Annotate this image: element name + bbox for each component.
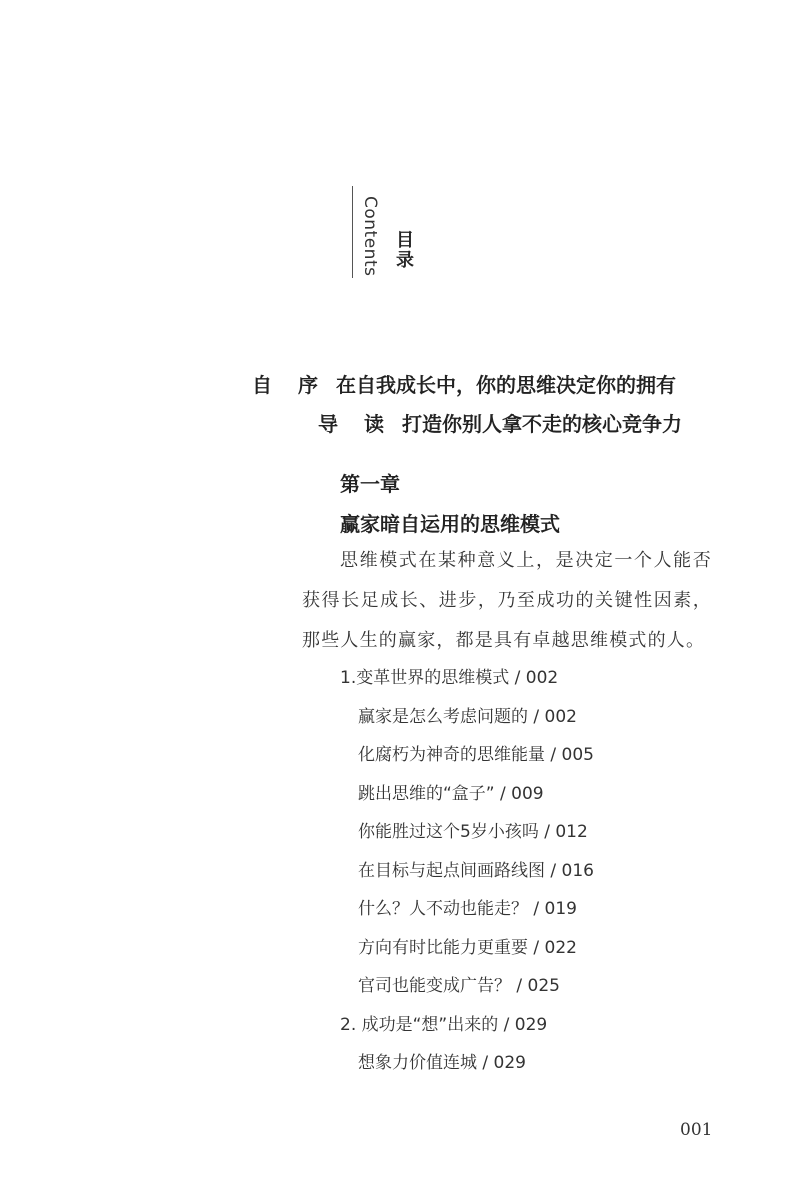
chapter-summary: 思维模式在某种意义上，是决定一个人能否获得长足成长、进步，乃至成功的关键性因素，那些人生的赢家，都是具有卓越思维模式的人。 xyxy=(302,550,712,651)
preface-label: 自序 xyxy=(252,373,344,397)
preface-title: 在自我成长中，你的思维决定你的拥有 xyxy=(336,373,676,397)
toc-item[interactable]: 你能胜过这个5岁小孩吗 / 012 xyxy=(358,822,588,842)
toc-item[interactable]: 跳出思维的“盒子” / 009 xyxy=(358,784,544,804)
toc-item[interactable]: 化腐朽为神奇的思维能量 / 005 xyxy=(358,745,594,765)
toc-item[interactable]: 赢家是怎么考虑问题的 / 002 xyxy=(358,707,577,727)
toc-item[interactable]: 什么？人不动也能走？ / 019 xyxy=(358,899,577,919)
page-number: 001 xyxy=(680,1120,713,1140)
toc-section-1[interactable]: 1.变革世界的思维模式 / 002 xyxy=(340,668,559,688)
chapter-number: 第一章 xyxy=(340,472,400,496)
toc-section-2[interactable]: 2. 成功是“想”出来的 / 029 xyxy=(340,1015,548,1035)
toc-item[interactable]: 方向有时比能力更重要 / 022 xyxy=(358,938,577,958)
toc-item[interactable]: 想象力价值连城 / 029 xyxy=(358,1053,526,1073)
contents-header xyxy=(352,186,412,278)
header-divider xyxy=(352,186,353,278)
introduction-label: 导读 xyxy=(318,412,410,436)
toc-entry-preface[interactable] xyxy=(252,369,676,398)
toc-item[interactable]: 在目标与起点间画路线图 / 016 xyxy=(358,861,594,881)
toc-entry-introduction[interactable] xyxy=(318,408,682,437)
introduction-title: 打造你别人拿不走的核心竞争力 xyxy=(402,412,682,436)
contents-title-zh: 目录 xyxy=(393,230,414,270)
chapter-title[interactable]: 赢家暗自运用的思维模式 xyxy=(340,512,560,536)
toc-item[interactable]: 官司也能变成广告？ / 025 xyxy=(358,976,560,996)
contents-title-en: Contents xyxy=(360,196,380,277)
